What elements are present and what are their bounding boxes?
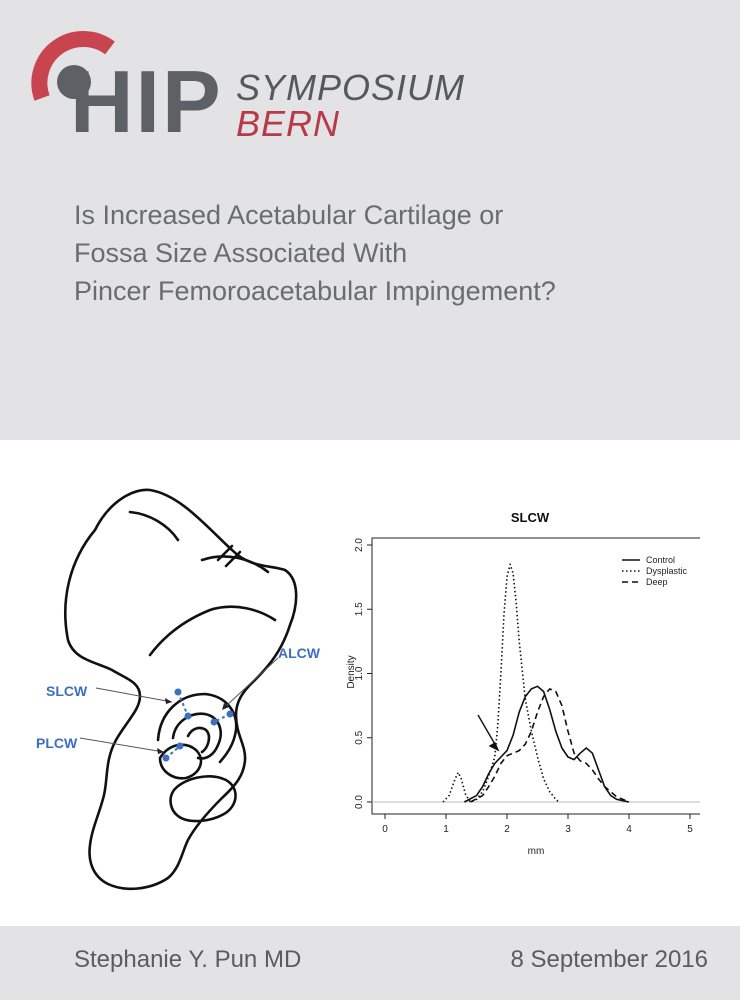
legend-label-control: Control: [646, 555, 676, 565]
x-tick-label: 5: [687, 824, 693, 835]
chart-title: SLCW: [510, 510, 550, 525]
y-tick-label: 2.0: [354, 538, 365, 552]
label-slcw: SLCW: [46, 683, 88, 699]
annotation-arrow-icon: [478, 715, 498, 750]
y-tick-label: 0.0: [354, 795, 365, 809]
paper-title: [74, 196, 694, 310]
obturator-foramen: [160, 745, 201, 779]
iliac-crest-line: [130, 512, 178, 540]
y-tick-label: 0.5: [354, 730, 365, 745]
logo-symposium-text: SYMPOSIUM: [236, 67, 466, 108]
logo-bern-text: BERN: [236, 103, 341, 144]
plcw-leader: [80, 738, 164, 752]
label-alcw: ALCW: [278, 645, 320, 661]
alcw-marker-inner: [211, 719, 218, 726]
author-name: Stephanie Y. Pun MD: [74, 946, 302, 973]
y-axis-label: Density: [346, 655, 357, 689]
x-tick-label: 1: [443, 824, 449, 835]
legend-label-deep: Deep: [646, 577, 668, 587]
figure-panel: [0, 440, 740, 926]
title-line-1: Is Increased Acetabular Cartilage or: [74, 200, 504, 230]
chart-legend: [622, 555, 688, 587]
slcw-leader: [96, 688, 172, 702]
plcw-marker-outer: [163, 755, 170, 762]
alcw-leader: [226, 658, 278, 706]
label-plcw: PLCW: [36, 735, 78, 751]
plcw-marker-inner: [177, 743, 184, 750]
x-tick-label: 2: [504, 824, 510, 835]
chart-series: [443, 564, 629, 802]
header-band: [0, 0, 740, 440]
title-line-3: Pincer Femoroacetabular Impingement?: [74, 276, 556, 306]
logo-hip-text: HIP: [70, 52, 223, 151]
y-tick-label: 1.0: [354, 666, 365, 681]
x-tick-label: 4: [626, 824, 632, 835]
series-line-dysplastic: [443, 564, 559, 802]
density-chart: [340, 440, 700, 926]
pelvis-diagram: [0, 440, 340, 926]
slcw-marker-bottom: [185, 713, 192, 720]
x-axis-label: mm: [527, 846, 545, 857]
slcw-marker-top: [175, 689, 182, 696]
legend-label-dysplastic: Dysplastic: [646, 566, 688, 576]
x-tick-label: 0: [382, 824, 388, 835]
alcw-marker-outer: [227, 711, 234, 718]
y-tick-label: 1.5: [354, 602, 365, 617]
pelvis-outline: [65, 490, 296, 889]
presentation-date: 8 September 2016: [510, 946, 708, 973]
iliac-inner-curve: [150, 607, 275, 655]
title-line-2: Fossa Size Associated With: [74, 238, 408, 268]
x-tick-label: 3: [565, 824, 571, 835]
